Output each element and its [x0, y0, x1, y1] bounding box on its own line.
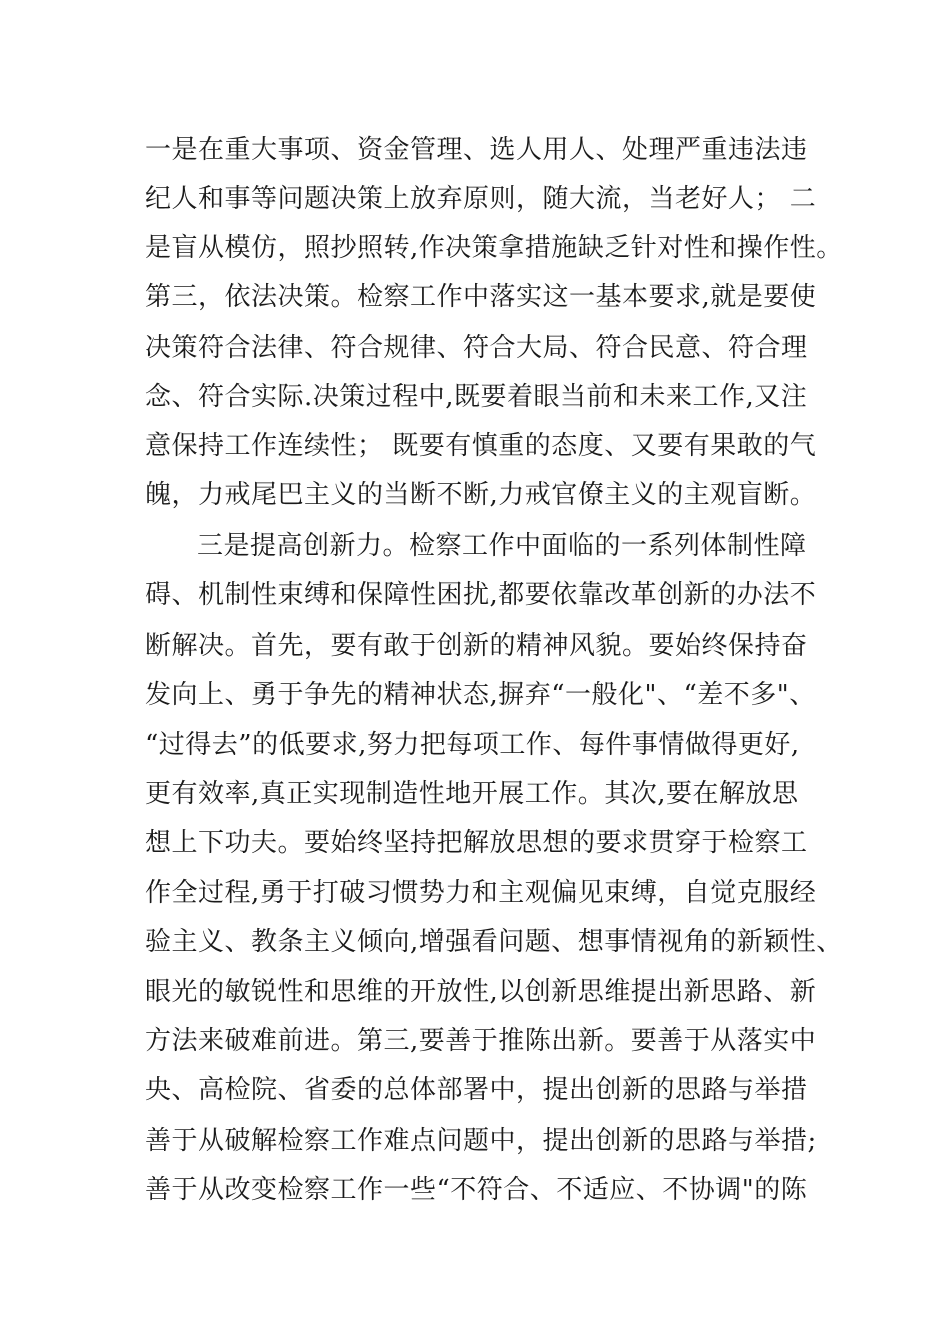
text-line: 决策符合法律、符合规律、符合大局、符合民意、符合理: [145, 333, 808, 363]
text-line: 一是在重大事项、资金管理、选人用人、处理严重违法违: [145, 135, 808, 165]
text-line: 断解决。首先，要有敢于创新的精神风貌。要始终保持奋: [145, 631, 808, 661]
text-line: 作全过程,勇于打破习惯势力和主观偏见束缚，自觉克服经: [145, 878, 817, 908]
text-line: 第三，依法决策。检察工作中落实这一基本要求,就是要使: [145, 282, 817, 312]
text-line: 央、高检院、省委的总体部署中，提出创新的思路与举措: [145, 1075, 808, 1105]
text-line: 碍、机制性束缚和保障性困扰,都要依靠改革创新的办法不: [145, 580, 817, 610]
text-line: 纪人和事等问题决策上放弃原则，随大流，当老好人； 二: [145, 184, 817, 214]
text-line: 眼光的敏锐性和思维的开放性,以创新思维提出新思路、新: [145, 977, 817, 1007]
text-line: 发向上、勇于争先的精神状态,摒弃“一般化"、“差不多"、: [145, 680, 816, 710]
text-line: “过得去”的低要求,努力把每项工作、每件事情做得更好,: [145, 730, 800, 760]
text-line: 想上下功夫。要始终坚持把解放思想的要求贯穿于检察工: [145, 828, 808, 858]
text-line: 方法来破难前进。第三,要善于推陈出新。要善于从落实中: [145, 1026, 817, 1056]
text-line: 更有效率,真正实现制造性地开展工作。其次,要在解放思: [145, 779, 799, 809]
text-line: 是盲从模仿，照抄照转,作决策拿措施缺乏针对性和操作性。: [145, 233, 843, 263]
text-line: 意保持工作连续性； 既要有慎重的态度、又要有果敢的气: [145, 431, 817, 461]
text-line: 善于从破解检察工作难点问题中，提出创新的思路与举措;: [145, 1126, 817, 1156]
paragraph-start-line: 三是提高创新力。检察工作中面临的一系列体制性障: [197, 531, 807, 561]
text-line: 善于从改变检察工作一些“不符合、不适应、不协调"的陈: [145, 1175, 808, 1205]
text-line: 魄，力戒尾巴主义的当断不断,力戒官僚主义的主观盲断。: [145, 480, 817, 510]
text-line: 验主义、教条主义倾向,增强看问题、想事情视角的新颖性、: [145, 927, 843, 957]
text-line: 念、符合实际.决策过程中,既要着眼当前和未来工作,又注: [145, 382, 808, 412]
